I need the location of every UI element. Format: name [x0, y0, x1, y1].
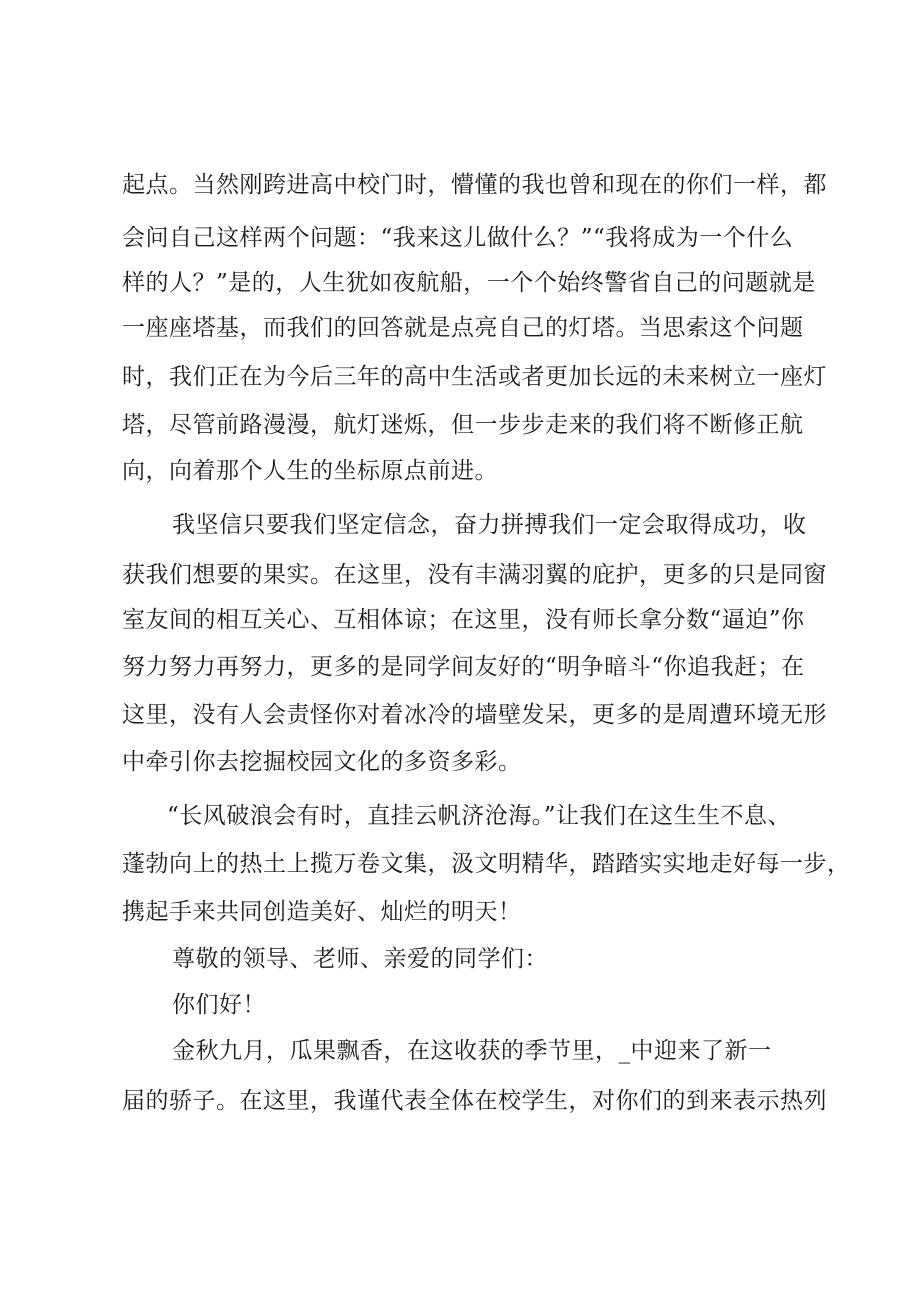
text-line: 时，我们正在为今后三年的高中生活或者更加长远的未来树立一座灯 — [122, 364, 827, 390]
text-line: 向，向着那个人生的坐标原点前进。 — [122, 458, 498, 484]
text-line: 会问自己这样两个问题：“我来这儿做什么？”“我将成为一个什么 — [122, 225, 794, 251]
text-line: 一座座塔基，而我们的回答就是点亮自己的灯塔。当思索这个问题 — [122, 315, 804, 341]
text-line: 届的骄子。在这里，我谨代表全体在校学生，对你们的到来表示热列 — [122, 1088, 827, 1114]
text-line: 样的人？”是的，人生犹如夜航船，一个个始终警省自己的问题就是 — [122, 270, 816, 296]
text-line: 中牵引你去挖掘校园文化的多资多彩。 — [122, 749, 522, 775]
paragraph-first-line: 金秋九月，瓜果飘香，在这收获的季节里，_中迎来了新一 — [172, 1038, 772, 1064]
text-line: 获我们想要的果实。在这里，没有丰满羽翼的庇护，更多的只是同窗 — [122, 562, 827, 588]
text-line: 努力努力再努力，更多的是同学间友好的“明争暗斗“你追我赶；在 — [122, 654, 805, 680]
text-line: 携起手来共同创造美好、灿烂的明天！ — [122, 899, 522, 925]
text-line: 蓬勃向上的热土上揽万卷文集，汲文明精华，踏踏实实地走好每一步， — [122, 851, 851, 877]
text-line: 室友间的相互关心、互相体谅；在这里，没有师长拿分数“逼迫”你 — [122, 607, 805, 633]
greeting-line: 你们好！ — [172, 992, 266, 1018]
text-line: 这里，没有人会责怪你对着冰冷的墙壁发呆，更多的是周遭环境无形 — [122, 702, 827, 728]
salutation-line: 尊敬的领导、老师、亲爱的同学们： — [172, 946, 548, 972]
paragraph-first-line: “长风破浪会有时，直挂云帆济沧海。”让我们在这生生不息、 — [167, 803, 792, 829]
text-line: 起点。当然刚跨进高中校门时，懵懂的我也曾和现在的你们一样，都 — [122, 172, 827, 198]
paragraph-first-line: 我坚信只要我们坚定信念，奋力拼搏我们一定会取得成功，收 — [172, 512, 807, 538]
text-line: 塔，尽管前路漫漫，航灯迷烁，但一步步走来的我们将不断修正航 — [122, 412, 804, 438]
